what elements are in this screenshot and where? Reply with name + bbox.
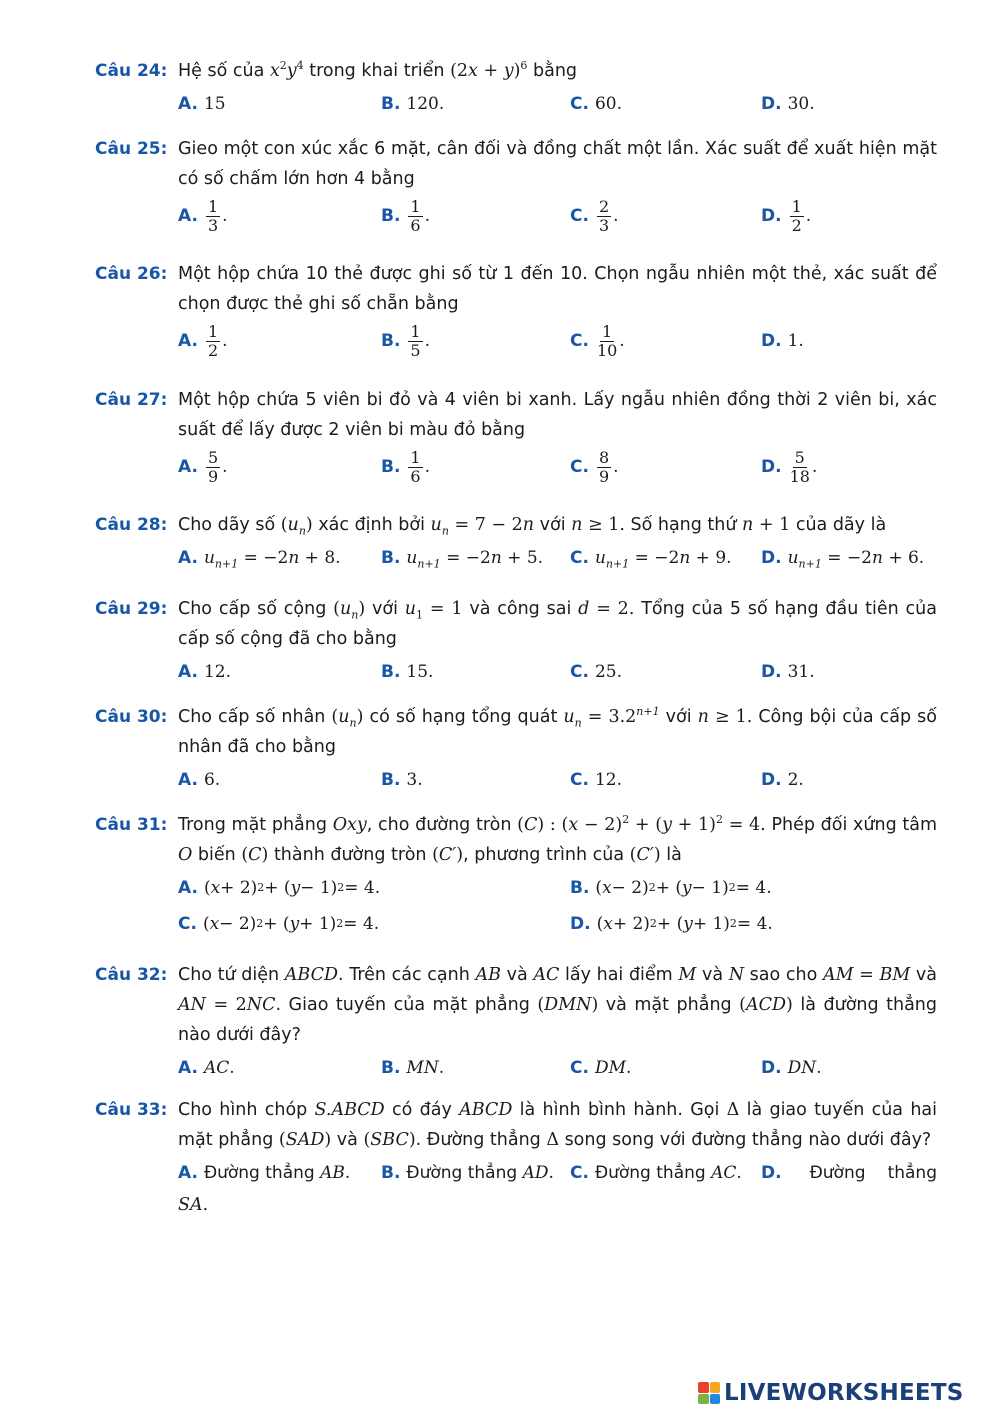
question-stem: Cho dãy số $(u_n)$ xác định bởi $u_n = 7 - 2n$ với n ≥ 1. Số hạng thứ n + 1 của dãy là [178,515,887,538]
option-b[interactable]: B. $\frac{1}{5}$ . [381,321,431,360]
answer-options [178,762,937,798]
question-30 [95,702,937,798]
question-number: Câu 30: [95,707,168,727]
question-stem: Cho cấp số cộng $(u_n)$ với $u_1 = 1$ và công sai d = 2. Tổng của 5 số hạng đầu tiên của cấp số cộng đã cho bằng [178,599,937,649]
option-b[interactable]: B. MN . [381,1058,445,1078]
question-stem: Cho tứ diện ABCD. Trên các cạnh AB và AC lấy hai điểm M và N sao cho AM = BM và AN = 2NC. Giao tuyến của mặt phẳng (DMN) và mặt phẳng (ACD) là đường thẳng nào dưới đây? [178,965,937,1045]
question-number: Câu 24: [95,61,168,81]
question-28 [95,510,937,576]
question-number: Câu 25: [95,139,168,159]
question-32 [95,960,937,1086]
option-d[interactable]: D. 30. [761,94,815,114]
option-c[interactable]: C. 12. [570,770,622,790]
answer-options-row-1 [178,870,937,906]
option-c[interactable]: C. 60. [570,94,622,114]
option-a[interactable]: A. 6. [178,770,221,790]
option-b[interactable]: B. 120. [381,94,445,114]
question-24 [95,56,937,122]
question-stem: Trong mặt phẳng Oxy, cho đường tròn (C) : $(x - 2)^2 + (y + 1)^2 = 4$. Phép đối xứng tâm O biến (C) thành đường tròn (C′), phương trình của (C′) là [178,813,938,865]
question-stem: Hệ số của $x^2y^4$ trong khai triển $(2x + y)^6$ bằng [178,59,578,81]
question-25 [95,134,937,238]
option-d[interactable]: D. 1. [761,331,804,351]
answer-options [178,540,937,576]
question-27 [95,385,937,489]
option-b[interactable]: B. 15. [381,662,434,682]
option-c[interactable]: C. $\frac{8}{9}$ . [570,447,619,486]
option-d[interactable]: D. Đường thẳng [761,1163,937,1183]
question-number: Câu 27: [95,390,168,410]
brand-name: LIVEWORKSHEETS [724,1380,964,1406]
question-stem: Gieo một con xúc xắc 6 mặt, cân đối và đồng chất một lần. Xác suất để xuất hiện mặt có số chấm lớn hơn 4 bằng [178,139,937,189]
answer-options [178,1050,937,1086]
answer-options [178,86,937,122]
option-b[interactable]: B. 3. [381,770,423,790]
question-number: Câu 26: [95,264,168,284]
question-number: Câu 33: [95,1100,168,1120]
option-d[interactable]: D. 2. [761,770,804,790]
question-29 [95,594,937,690]
question-33 [95,1095,937,1219]
option-a[interactable]: A. $u_{n+1}$ = −2 n + 8. [178,548,341,571]
question-number: Câu 32: [95,965,168,985]
answer-options [178,1155,937,1191]
question-number: Câu 28: [95,515,168,535]
question-stem: Cho hình chóp S.ABCD có đáy ABCD là hình bình hành. Gọi Δ là giao tuyến của hai mặt phẳng (SAD) và (SBC). Đường thẳng Δ song song với đường thẳng nào dưới đây? [178,1100,937,1150]
option-b[interactable]: B. ( x − 2) 2 + ( y − 1) 2 = 4. [570,878,772,898]
answer-options [178,194,937,238]
option-a[interactable]: A. AC . [178,1058,235,1078]
liveworksheets-icon [698,1382,720,1404]
option-c[interactable]: C. 25. [570,662,622,682]
option-d[interactable]: D. 31. [761,662,815,682]
option-a[interactable]: A. Đường thẳng AB . [178,1163,351,1183]
liveworksheets-logo[interactable] [698,1378,994,1408]
option-b[interactable]: B. $\frac{1}{6}$ . [381,447,431,486]
option-d[interactable]: D. $\frac{1}{2}$ . [761,196,812,235]
answer-options [178,319,937,363]
option-a[interactable]: A. $\frac{1}{2}$ . [178,321,228,360]
option-d-continuation: SA. [178,1195,209,1215]
question-number: Câu 31: [95,815,168,835]
option-c[interactable]: C. DM . [570,1058,632,1078]
option-a[interactable]: A. $\frac{1}{3}$ . [178,196,228,235]
option-b[interactable]: B. Đường thẳng AD . [381,1163,554,1183]
answer-options [178,654,937,690]
answer-options-row-2 [178,906,937,942]
option-c[interactable]: C. Đường thẳng AC . [570,1163,742,1183]
option-c[interactable]: C. $u_{n+1}$ = −2 n + 9. [570,548,732,571]
answer-options [178,445,937,489]
option-a[interactable]: A. $\frac{5}{9}$ . [178,447,228,486]
option-b[interactable]: B. $u_{n+1}$ = −2 n + 5. [381,548,544,571]
option-c[interactable]: C. ( x − 2) 2 + ( y + 1) 2 = 4. [178,914,380,934]
question-number: Câu 29: [95,599,168,619]
option-b[interactable]: B. $\frac{1}{6}$ . [381,196,431,235]
option-d[interactable]: D. $u_{n+1}$ = −2 n + 6. [761,548,925,571]
question-31 [95,810,937,942]
question-stem: Một hộp chứa 10 thẻ được ghi số từ 1 đến 10. Chọn ngẫu nhiên một thẻ, xác suất để chọn được thẻ ghi số chẵn bằng [178,264,937,314]
option-d[interactable]: D. ( x + 2) 2 + ( y + 1) 2 = 4. [570,914,773,934]
option-c[interactable]: C. $\frac{2}{3}$ . [570,196,619,235]
option-a[interactable]: A. ( x + 2) 2 + ( y − 1) 2 = 4. [178,878,381,898]
option-c[interactable]: C. $\frac{1}{10}$ . [570,321,625,360]
option-d[interactable]: D. $\frac{5}{18}$ . [761,447,818,486]
question-stem: Cho cấp số nhân $(u_n)$ có số hạng tổng quát $u_n = 3.2^{n+1}$ với n ≥ 1. Công bội của cấp số nhân đã cho bằng [178,705,937,757]
option-a[interactable]: A. 15 [178,94,226,114]
option-a[interactable]: A. 12. [178,662,231,682]
question-stem: Một hộp chứa 5 viên bi đỏ và 4 viên bi xanh. Lấy ngẫu nhiên đồng thời 2 viên bi, xác suất để lấy được 2 viên bi màu đỏ bằng [178,390,937,440]
option-d[interactable]: D. DN . [761,1058,822,1078]
question-26 [95,259,937,363]
